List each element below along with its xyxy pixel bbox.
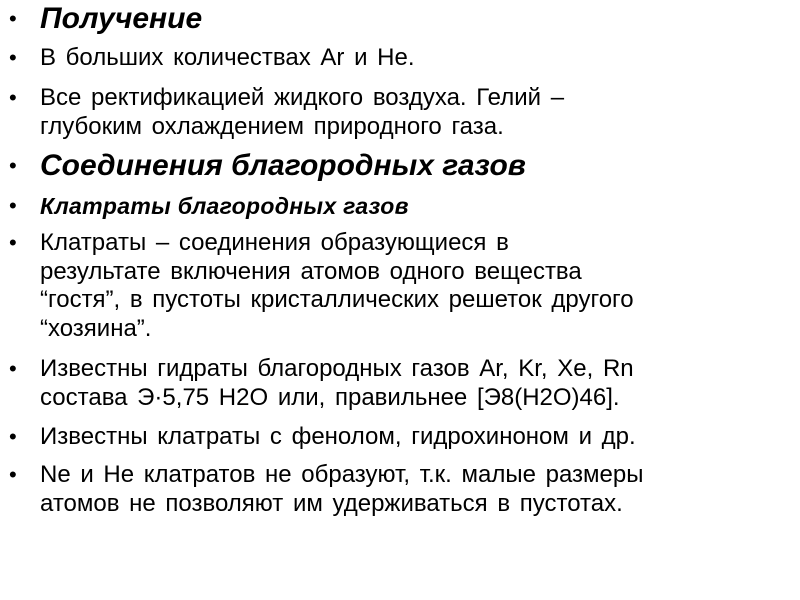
text-line: Получение bbox=[40, 2, 203, 35]
paragraph-ne-he bbox=[40, 461, 792, 518]
text-line: “гостя”, в пустоты кристаллических решеток другого bbox=[40, 286, 634, 313]
bullet-icon: • bbox=[9, 85, 17, 110]
paragraph-clathrates-definition bbox=[40, 229, 792, 343]
bullet-icon: • bbox=[9, 424, 17, 449]
text-line: состава Э·5,75 H2O или, правильнее [Э8(H2O)46]. bbox=[40, 383, 620, 411]
heading-production bbox=[40, 2, 792, 36]
text-line: Известны клатраты с фенолом, гидрохиноном и др. bbox=[40, 423, 636, 450]
bullet-icon: • bbox=[9, 6, 17, 31]
paragraph-large-amounts bbox=[40, 44, 792, 73]
text-line: Соединения благородных газов bbox=[40, 149, 526, 182]
subheading-clathrates bbox=[40, 192, 792, 221]
text-line: результате включения атомов одного вещества bbox=[40, 257, 582, 285]
bullet-icon: • bbox=[9, 356, 17, 381]
bullet-icon: • bbox=[9, 153, 17, 178]
bullet-icon: • bbox=[9, 45, 17, 70]
text-line: “хозяина”. bbox=[40, 314, 152, 342]
paragraph-phenol bbox=[40, 423, 792, 452]
text-line: глубоким охлаждением природного газа. bbox=[40, 112, 504, 140]
text-line: Все ректификацией жидкого воздуха. Гелий – bbox=[40, 84, 565, 111]
text-line: Ne и He клатратов не образуют, т.к. малые размеры bbox=[40, 461, 644, 488]
text-line: Известны гидраты благородных газов Ar, Kr, Xe, Rn bbox=[40, 355, 634, 382]
paragraph-rectification bbox=[40, 84, 792, 141]
text-line: Клатраты – соединения образующиеся в bbox=[40, 229, 509, 256]
bullet-icon: • bbox=[9, 193, 17, 218]
text-line: Клатраты благородных газов bbox=[40, 193, 409, 219]
heading-compounds bbox=[40, 149, 792, 183]
text-line: атомов не позволяют им удерживаться в пустотах. bbox=[40, 489, 623, 517]
paragraph-hydrates bbox=[40, 355, 792, 412]
text-line: В больших количествах Ar и He. bbox=[40, 44, 415, 71]
bullet-icon: • bbox=[9, 230, 17, 255]
bullet-icon: • bbox=[9, 462, 17, 487]
